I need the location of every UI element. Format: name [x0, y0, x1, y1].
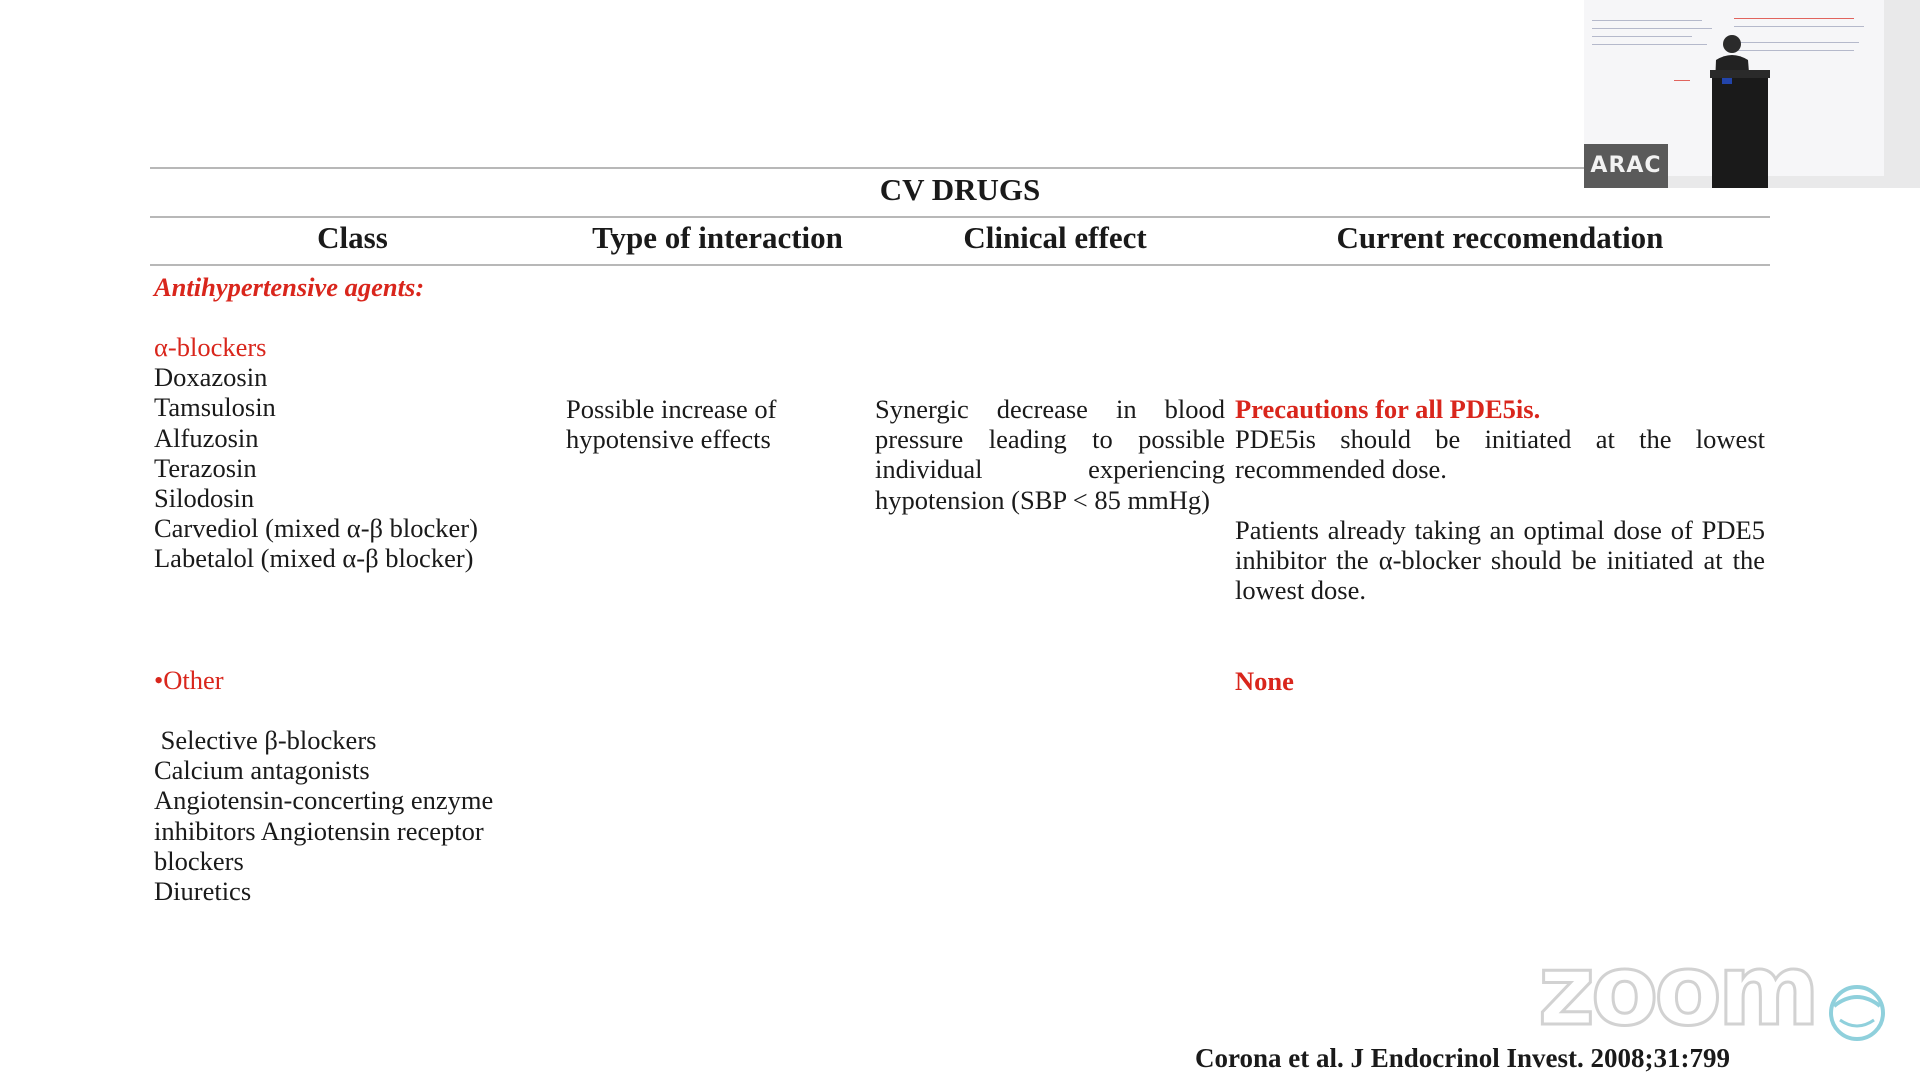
drug-item: Diuretics: [154, 876, 252, 907]
drug-item: blockers: [154, 845, 244, 876]
citation: Corona et al. J Endocrinol Invest. 2008;31:799: [1195, 1043, 1731, 1073]
drug-item: Calcium antagonists: [154, 755, 370, 786]
drug-item: Angiotensin-concerting enzyme: [154, 785, 494, 816]
video-label: ARAC: [1584, 144, 1668, 188]
other-label: •Other: [154, 665, 224, 695]
header-interaction: Type of interaction: [592, 220, 843, 255]
header-class: Class: [317, 220, 388, 255]
drug-item: Silodosin: [154, 483, 255, 514]
clinical-effect-text: Synergic decrease in blood pressure leading to possible individual experiencing hypotension (SBP < 85 mmHg): [875, 394, 1225, 515]
speaker-video-thumbnail[interactable]: [1584, 0, 1920, 188]
alpha-blockers-label: α-blockers: [154, 332, 267, 362]
interaction-line: hypotensive effects: [566, 424, 771, 455]
recommendation-paragraph: Patients already taking an optimal dose of PDE5 inhibitor the α-blocker should be initiated at the lowest dose.: [1235, 514, 1765, 606]
conference-logo-icon: [1822, 978, 1892, 1048]
drug-item: Doxazosin: [154, 362, 268, 393]
section-label: Antihypertensive agents:: [154, 272, 425, 302]
drug-item: Terazosin: [154, 452, 257, 483]
recommendation-cell: [1235, 394, 1765, 605]
alpha-class-cell: [154, 332, 554, 574]
interaction-cell: [566, 394, 866, 454]
drug-item: inhibitors Angiotensin receptor: [154, 815, 484, 846]
interaction-line: Possible increase of: [566, 394, 777, 424]
top-rule: [150, 167, 1770, 169]
title-rule: [150, 216, 1770, 218]
drug-item: Carvediol (mixed α-β blocker): [154, 513, 478, 544]
header-rule: [150, 264, 1770, 266]
other-class-cell: [154, 725, 574, 906]
drug-item: Tamsulosin: [154, 392, 276, 423]
drug-item: Selective β-blockers: [154, 725, 377, 755]
header-recommendation: Current reccomendation: [1336, 220, 1664, 255]
slide-title: CV DRUGS: [879, 172, 1041, 207]
other-recommendation: None: [1235, 666, 1294, 696]
drug-item: Alfuzosin: [154, 422, 259, 453]
recommendation-paragraph: PDE5is should be initiated at the lowest recommended dose.: [1235, 424, 1765, 485]
drug-item: Labetalol (mixed α-β blocker): [154, 543, 474, 574]
header-effect: Clinical effect: [963, 220, 1147, 255]
recommendation-heading: Precautions for all PDE5is.: [1235, 394, 1541, 424]
zoom-watermark: zoom: [1538, 934, 1816, 1048]
